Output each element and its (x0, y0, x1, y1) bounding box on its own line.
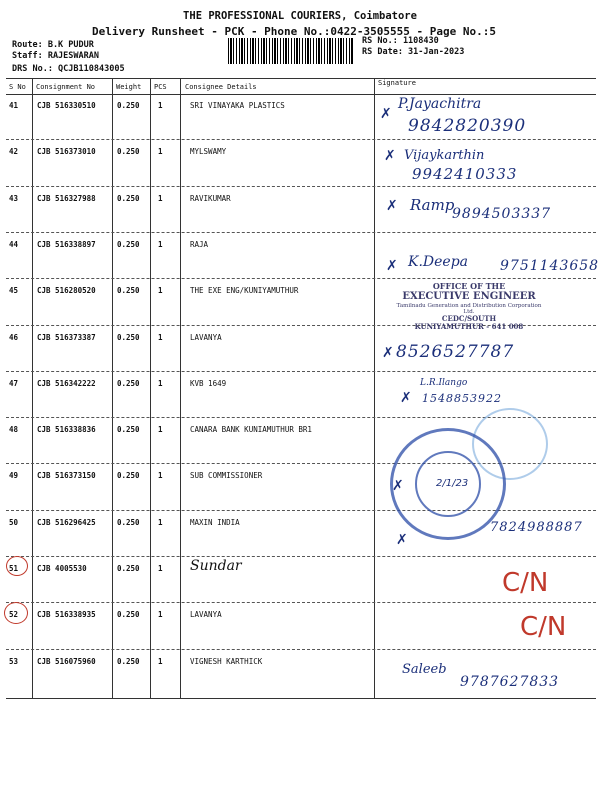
row-pcs: 1 (158, 425, 163, 435)
row-sno: 44 (9, 239, 19, 249)
table-header-border (6, 94, 596, 95)
cross-mark: ✗ (392, 478, 404, 494)
row-pcs: 1 (158, 564, 163, 573)
row-weight: 0.250 (117, 332, 140, 342)
cross-mark: ✗ (400, 390, 412, 406)
row-consignment-number: CJB 516296425 (37, 517, 96, 527)
row-separator (6, 278, 596, 279)
signature-phone: 7824988887 (490, 520, 583, 535)
signature-name: L.R.Ilango (420, 378, 468, 388)
row-consignment-number: CJB 516338897 (37, 239, 96, 249)
row-consignee: SUB COMMISSIONER (190, 471, 263, 481)
signature-phone: 9751143658 (500, 258, 600, 274)
barcode (228, 38, 354, 64)
cross-mark: ✗ (380, 106, 392, 122)
col-weight-header: Weight (116, 83, 142, 91)
row-consignment-number: CJB 516338836 (37, 425, 96, 435)
row-sno: 43 (9, 193, 19, 203)
signature-phone: 9894503337 (452, 206, 552, 222)
runsheet-title: THE PROFESSIONAL COURIERS, Coimbatore (183, 10, 417, 22)
signature-phone: 8526527787 (396, 342, 515, 362)
row-consignment-number: CJB 516327988 (37, 193, 96, 203)
row-sno: 52 (9, 610, 19, 620)
row-sno: 50 (9, 517, 19, 527)
col-divider (32, 78, 33, 698)
row-separator (6, 602, 596, 603)
stamp-line: EXECUTIVE ENGINEER (402, 291, 536, 303)
row-consignee: LAVANYA (190, 332, 222, 342)
staff-label: Staff: RAJESWARAN (12, 51, 99, 61)
row-pcs: 1 (158, 286, 163, 296)
col-divider (112, 78, 113, 698)
row-sno: 42 (9, 147, 19, 157)
signature-name: Saleeb (402, 662, 447, 677)
signature-phone: 9942410333 (412, 165, 518, 183)
signature-name: Ramp (410, 196, 455, 214)
row-sno: 45 (9, 286, 19, 296)
signature-name: K.Deepa (408, 254, 469, 270)
col-sno-header: S No (9, 83, 26, 91)
row-consignment-number: CJB 516280520 (37, 286, 96, 296)
row-separator (6, 232, 596, 233)
row-pcs: 1 (158, 378, 163, 388)
rs-date: RS Date: 31-Jan-2023 (362, 47, 465, 57)
row-pcs: 1 (158, 332, 163, 342)
signature-phone: 9787627833 (460, 674, 560, 690)
row-consignment-number: CJB 516330510 (37, 101, 96, 110)
cn-mark: C/N (520, 612, 567, 642)
row-consignee: SRI VINAYAKA PLASTICS (190, 101, 285, 110)
stamp-line: Tamilnadu Generation and Distribution Corporation Ltd. (396, 302, 542, 315)
row-consignee: KVB 1649 (190, 378, 227, 388)
row-sno: 51 (9, 564, 19, 573)
table-bottom-border (6, 698, 596, 699)
row-pcs: 1 (158, 101, 163, 110)
row-weight: 0.250 (117, 239, 140, 249)
stamp-line: CEDC/SOUTH (441, 314, 497, 324)
cross-mark: ✗ (396, 532, 408, 548)
row-separator (6, 139, 596, 140)
row-consignee: LAVANYA (190, 610, 222, 620)
row-weight: 0.250 (117, 517, 140, 527)
row-sno: 41 (9, 101, 19, 110)
row-weight: 0.250 (117, 564, 140, 573)
row-separator (6, 649, 596, 650)
row-sno: 46 (9, 332, 19, 342)
col-divider (150, 78, 151, 698)
row-pcs: 1 (158, 517, 163, 527)
row-weight: 0.250 (117, 425, 140, 435)
row-weight: 0.250 (117, 471, 140, 481)
row-consignment-number: CJB 516373387 (37, 332, 96, 342)
row-pcs: 1 (158, 147, 163, 157)
row-consignment-number: CJB 516373150 (37, 471, 96, 481)
row-weight: 0.250 (117, 147, 140, 157)
row-weight: 0.250 (117, 656, 140, 666)
row-separator (6, 186, 596, 187)
runsheet-subtitle: Delivery Runsheet - PCK - Phone No.:0422-3505555 - Page No.:5 (92, 25, 496, 38)
signature-phone: 9842820390 (408, 116, 527, 136)
row-consignee: VIGNESH KARTHICK (190, 656, 263, 666)
row-consignee: RAJA (190, 239, 209, 249)
row-consignee: MAXIN INDIA (190, 517, 240, 527)
row-sno: 49 (9, 471, 19, 481)
row-consignment-number: CJB 516075960 (37, 656, 96, 666)
row-consignee: RAVIKUMAR (190, 193, 231, 203)
signature-name: P.Jayachitra (398, 96, 482, 112)
row-pcs: 1 (158, 239, 163, 249)
office-stamp (394, 282, 544, 340)
row-consignment-number: CJB 516342222 (37, 378, 96, 388)
table-top-border (6, 78, 596, 79)
row-weight: 0.250 (117, 610, 140, 620)
row-consignee: CANARA BANK KUNIAMUTHUR BR1 (190, 425, 312, 435)
row-consignee: MYLSWAMY (190, 147, 227, 157)
col-consignee-header: Consignee Details (185, 83, 257, 91)
signature-phone: 1548853922 (422, 392, 502, 405)
row-pcs: 1 (158, 193, 163, 203)
row-weight: 0.250 (117, 378, 140, 388)
row-weight: 0.250 (117, 193, 140, 203)
cross-mark: ✗ (384, 148, 396, 164)
row-consignee: Sundar (190, 558, 242, 574)
row-pcs: 1 (158, 471, 163, 481)
row-separator (6, 510, 596, 511)
red-circle (6, 556, 28, 576)
stamp-line: OFFICE OF THE (432, 281, 506, 291)
row-consignment-number: CJB 516373010 (37, 147, 96, 157)
cn-mark: C/N (502, 568, 549, 598)
row-sno: 53 (9, 656, 19, 666)
cross-mark: ✗ (386, 198, 398, 214)
rs-number: RS No.: 1108430 (362, 36, 439, 46)
col-pcs-header: PCS (154, 83, 167, 91)
col-consignment-header: Consignment No (36, 83, 96, 91)
row-consignment-number: CJB 516338935 (37, 610, 96, 620)
cross-mark: ✗ (382, 345, 394, 361)
stamp-line: KUNIYAMUTHUR - 641 008 (414, 322, 524, 332)
red-circle (4, 602, 28, 624)
row-pcs: 1 (158, 610, 163, 620)
row-consignee: THE EXE ENG/KUNIYAMUTHUR (190, 286, 299, 296)
row-weight: 0.250 (117, 286, 140, 296)
row-sno: 48 (9, 425, 19, 435)
signature-name: Vijaykarthin (404, 148, 485, 163)
row-sno: 47 (9, 378, 19, 388)
stamp-date: 2/1/23 (436, 478, 469, 489)
row-pcs: 1 (158, 656, 163, 666)
cross-mark: ✗ (386, 258, 398, 274)
col-divider (180, 78, 181, 698)
route-label: Route: B.K PUDUR (12, 40, 94, 50)
drs-number: DRS No.: QCJB110843005 (12, 64, 125, 74)
row-separator (6, 556, 596, 557)
row-separator (6, 371, 596, 372)
col-signature-header: Signature (378, 79, 416, 87)
row-consignment-number: CJB 4005530 (37, 564, 87, 573)
row-weight: 0.250 (117, 101, 140, 110)
col-divider (374, 78, 375, 698)
